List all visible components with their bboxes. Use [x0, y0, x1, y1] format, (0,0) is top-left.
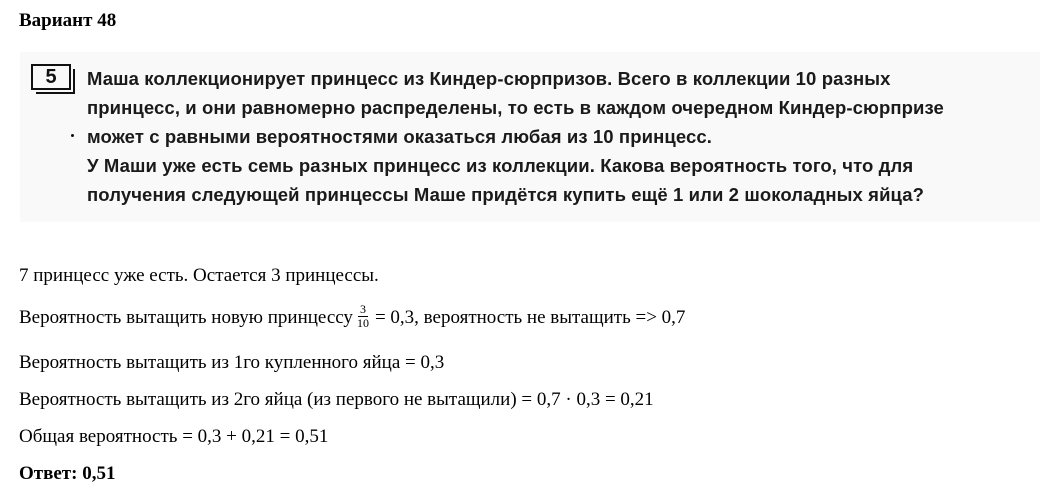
problem-line: У Маши уже есть семь разных принцесс из коллекции. Какова вероятность того, что для	[87, 155, 914, 176]
problem-statement	[87, 64, 1032, 209]
solution-line-remaining: 7 принцесс уже есть. Остается 3 принцессы.	[19, 265, 379, 286]
margin-dot	[71, 134, 74, 137]
probability-suffix: = 0,3, вероятность не вытащить => 0,7	[374, 306, 686, 328]
fraction-denominator: 10	[356, 316, 369, 330]
problem-line: принцесс, и они равномерно распределены, то есть в каждом очередном Киндер-сюрпризе	[87, 97, 944, 118]
variant-title: Вариант 48	[19, 10, 117, 31]
problem-line: может с равными вероятностями оказаться любая из 10 принцесс.	[87, 126, 712, 147]
fraction	[355, 303, 371, 330]
problem-line: получения следующей принцессы Маше придётся купить ещё 1 или 2 шоколадных яйца?	[87, 184, 925, 205]
answer: Ответ: 0,51	[19, 463, 116, 484]
problem-line: Маша коллекционирует принцесс из Киндер-сюрпризов. Всего в коллекции 10 разных	[87, 68, 891, 89]
task-number-box: 5	[31, 64, 71, 90]
solution-line-second-egg: Вероятность вытащить из 2го яйца (из первого не вытащили) = 0,7 · 0,3 = 0,21	[19, 389, 654, 410]
problem-scan-image	[20, 52, 1040, 222]
probability-prefix: Вероятность вытащить новую принцессу	[19, 306, 353, 328]
solution-line-total: Общая вероятность = 0,3 + 0,21 = 0,51	[19, 426, 329, 447]
solution-line-probability	[19, 302, 686, 332]
solution-line-first-egg: Вероятность вытащить из 1го купленного яйца = 0,3	[19, 352, 445, 373]
fraction-numerator: 3	[359, 302, 366, 316]
